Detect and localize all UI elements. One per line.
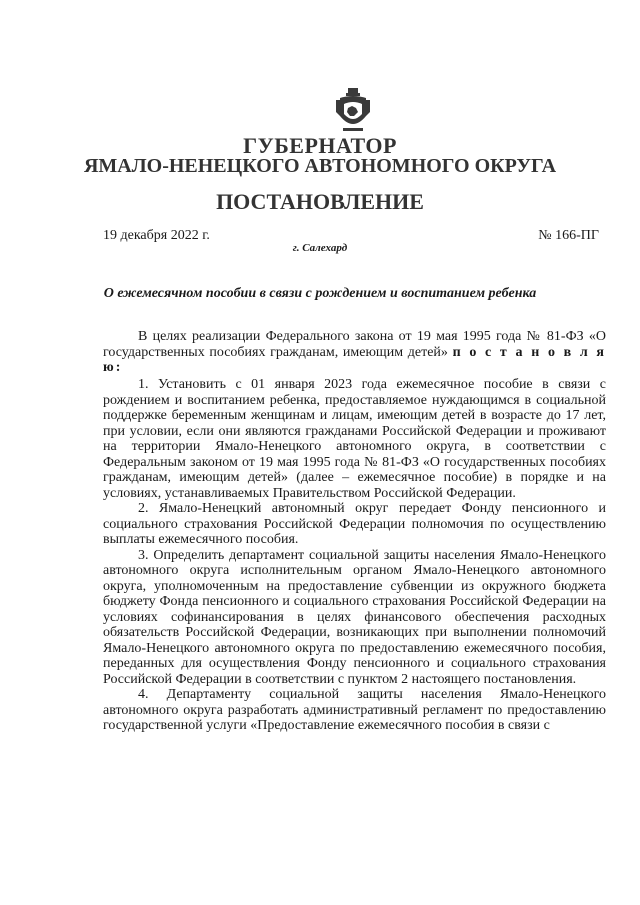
decree-item-2: 2. Ямало-Ненецкий автономный округ передает Фонду пенсионного и социального страхования Российской Федерации полномочия по осуществлению выплаты ежемесячного пособия. — [103, 501, 606, 547]
resolve-keyword: п о с т а н о в л я ю: — [103, 344, 606, 375]
governor-title: ГУБЕРНАТОР — [243, 133, 397, 158]
document-subject: О ежемесячном пособии в связи с рождением и воспитанием ребенка — [103, 286, 537, 301]
region-title: ЯМАЛО-НЕНЕЦКОГО АВТОНОМНОГО ОКРУГА — [83, 155, 557, 177]
coat-of-arms-emblem — [334, 86, 372, 134]
decree-item-4: 4. Департаменту социальной защиты населения Ямало-Ненецкого автономного округа разработать административный регламент по предоставлению государственной услуги «Предоставление ежемесячного пособия в связи с — [103, 687, 606, 733]
preamble-text: В целях реализации Федерального закона от 19 мая 1995 года № 81-ФЗ «О государственных пособиях гражданам, имеющим детей» — [103, 329, 606, 360]
decree-item-3: 3. Определить департамент социальной защиты населения Ямало-Ненецкого автономного округа исполнительным органом Ямало-Ненецкого автономного округа, уполномоченным на предоставление субвенции из окружного бюджета бюджету Фонда пенсионного и социального страхования Российской Федерации на условиях софинансирования в целях финансового обеспечения расходных обязательств Российской Федерации, возникающих при выполнении полномочий Ямало-Ненецкого автономного округа по предоставлению ежемесячного пособия, переданных для осуществления Фонду пенсионного и социального страхования Российской Федерации в соответствии с пунктом 2 настоящего постановления. — [103, 547, 606, 687]
document-date: 19 декабря 2022 г. — [103, 228, 210, 243]
decree-item-1: 1. Установить с 01 января 2023 года ежемесячное пособие в связи с рождением и воспитанием ребенка, предоставляемое нуждающимся в социальной поддержке беременным женщинам и лицам, имеющим детей в возрасте до 17 лет, при условии, если они являются гражданами Российской Федерации и проживают на территории Ямало-Ненецкого автономного округа, в соответствии с Федеральным законом от 19 мая 1995 года № 81-ФЗ «О государственных пособиях гражданам, имеющим детей» (далее – ежемесячное пособие) в порядке и на условиях, устанавливаемых Правительством Российской Федерации. — [103, 377, 606, 501]
preamble — [103, 329, 606, 376]
document-number: № 166-ПГ — [538, 228, 599, 243]
preamble-paragraph — [103, 329, 606, 376]
document-city: г. Салехард — [292, 242, 348, 254]
decree-items — [103, 377, 606, 734]
document-type-title: ПОСТАНОВЛЕНИЕ — [216, 189, 424, 214]
